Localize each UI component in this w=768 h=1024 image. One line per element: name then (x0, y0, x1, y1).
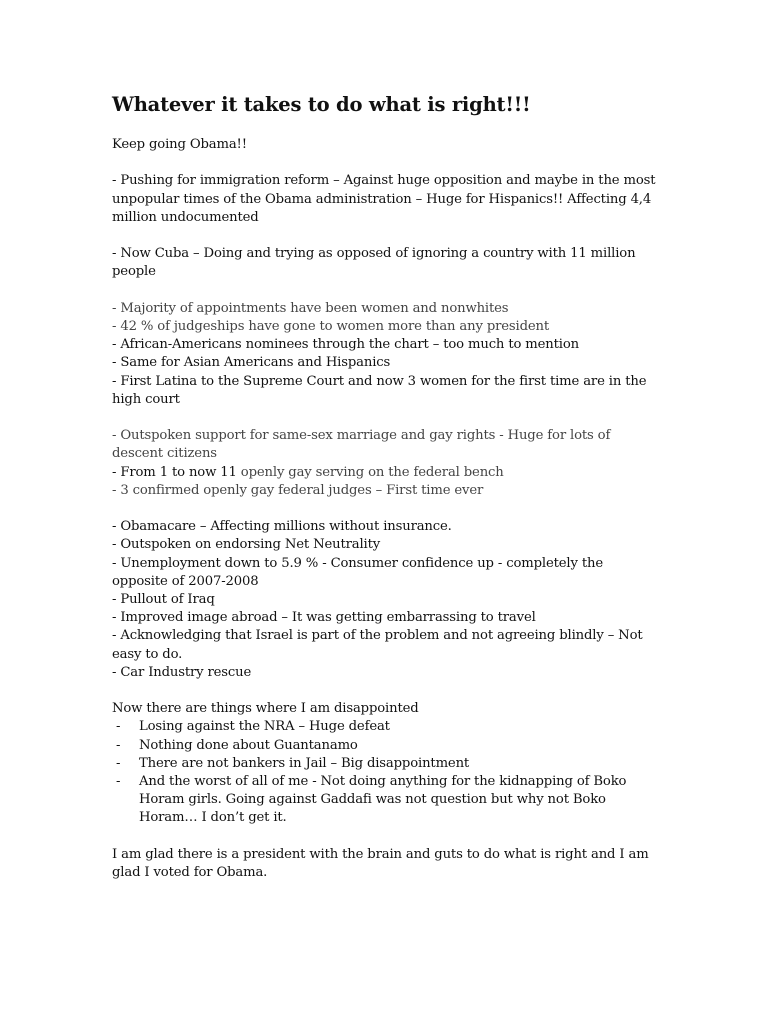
achievement-line: - Obamacare – Affecting millions without insurance. (112, 519, 452, 535)
bullet-marker: - (116, 719, 121, 735)
achievement-line: - Car Industry rescue (112, 664, 252, 680)
list-item (112, 737, 656, 755)
achievement-line: - Acknowledging that Israel is part of the problem and not agreeing blindly – Not easy to do. (112, 628, 643, 662)
list-item (112, 773, 656, 828)
intro-line: Keep going Obama!! (112, 137, 247, 152)
appointments-line: - First Latina to the Supreme Court and now 3 women for the first time are in the high court (112, 373, 647, 407)
cuba-paragraph: - Now Cuba – Doing and trying as opposed of ignoring a country with 11 million people (112, 246, 636, 280)
bullet-marker: - (116, 737, 121, 753)
list-item-text: Nothing done about Guantanamo (139, 737, 358, 753)
achievement-line: - Pullout of Iraq (112, 592, 215, 607)
document-title: Whatever it takes to do what is right!!! (112, 93, 531, 116)
spacer (112, 500, 656, 518)
spacer (112, 154, 656, 172)
appointments-section (112, 300, 656, 409)
gay-rights-rest-part: openly gay serving on the federal bench (236, 464, 504, 480)
gay-rights-line (112, 464, 656, 482)
achievement-line: - Outspoken on endorsing Net Neutrality (112, 537, 381, 553)
gay-rights-line: - Outspoken support for same-sex marriage and gay rights - Huge for lots of descent citizens (112, 428, 611, 462)
conclusion-paragraph: I am glad there is a president with the brain and guts to do what is right and I am glad I voted for Obama. (112, 846, 649, 881)
list-item-text: And the worst of all of me - Not doing anything for the kidnapping of Boko Horam girls. Going against Gaddafi was not question but why not Boko Horam… I don’t get it. (139, 774, 627, 826)
list-item (112, 755, 656, 773)
bullet-marker: - (116, 755, 121, 771)
spacer (112, 282, 656, 300)
list-item-text: There are not bankers in Jail – Big disappointment (139, 755, 470, 771)
disappointed-intro: Now there are things where I am disappointed (112, 701, 419, 717)
gay-rights-line: - 3 confirmed openly gay federal judges – First time ever (112, 482, 484, 498)
spacer (112, 227, 656, 245)
bullet-marker: - (116, 774, 121, 790)
appointments-line: - Same for Asian Americans and Hispanics (112, 355, 391, 371)
list-item (112, 718, 656, 736)
spacer (112, 409, 656, 427)
list-item-text: Losing against the NRA – Huge defeat (139, 719, 390, 735)
disappointments-list (112, 718, 656, 827)
appointments-line: - 42 % of judgeships have gone to women more than any president (112, 318, 550, 334)
appointments-line: - Majority of appointments have been women and nonwhites (112, 300, 509, 316)
achievement-line: - Improved image abroad – It was getting embarrassing to travel (112, 610, 536, 626)
achievements-section (112, 518, 656, 682)
immigration-paragraph: - Pushing for immigration reform – Against huge opposition and maybe in the most unpopular times of the Obama administration – Huge for Hispanics!! Affecting 4,4 million undocumented (112, 173, 656, 225)
spacer (112, 682, 656, 700)
spacer (112, 828, 656, 846)
achievement-line: - Unemployment down to 5.9 % - Consumer confidence up - completely the opposite of 2007-2008 (112, 555, 603, 589)
gay-rights-bold-part: - From 1 to now 11 (112, 464, 237, 480)
gay-rights-section (112, 427, 656, 500)
appointments-line: - African-Americans nominees through the chart – too much to mention (112, 337, 580, 353)
